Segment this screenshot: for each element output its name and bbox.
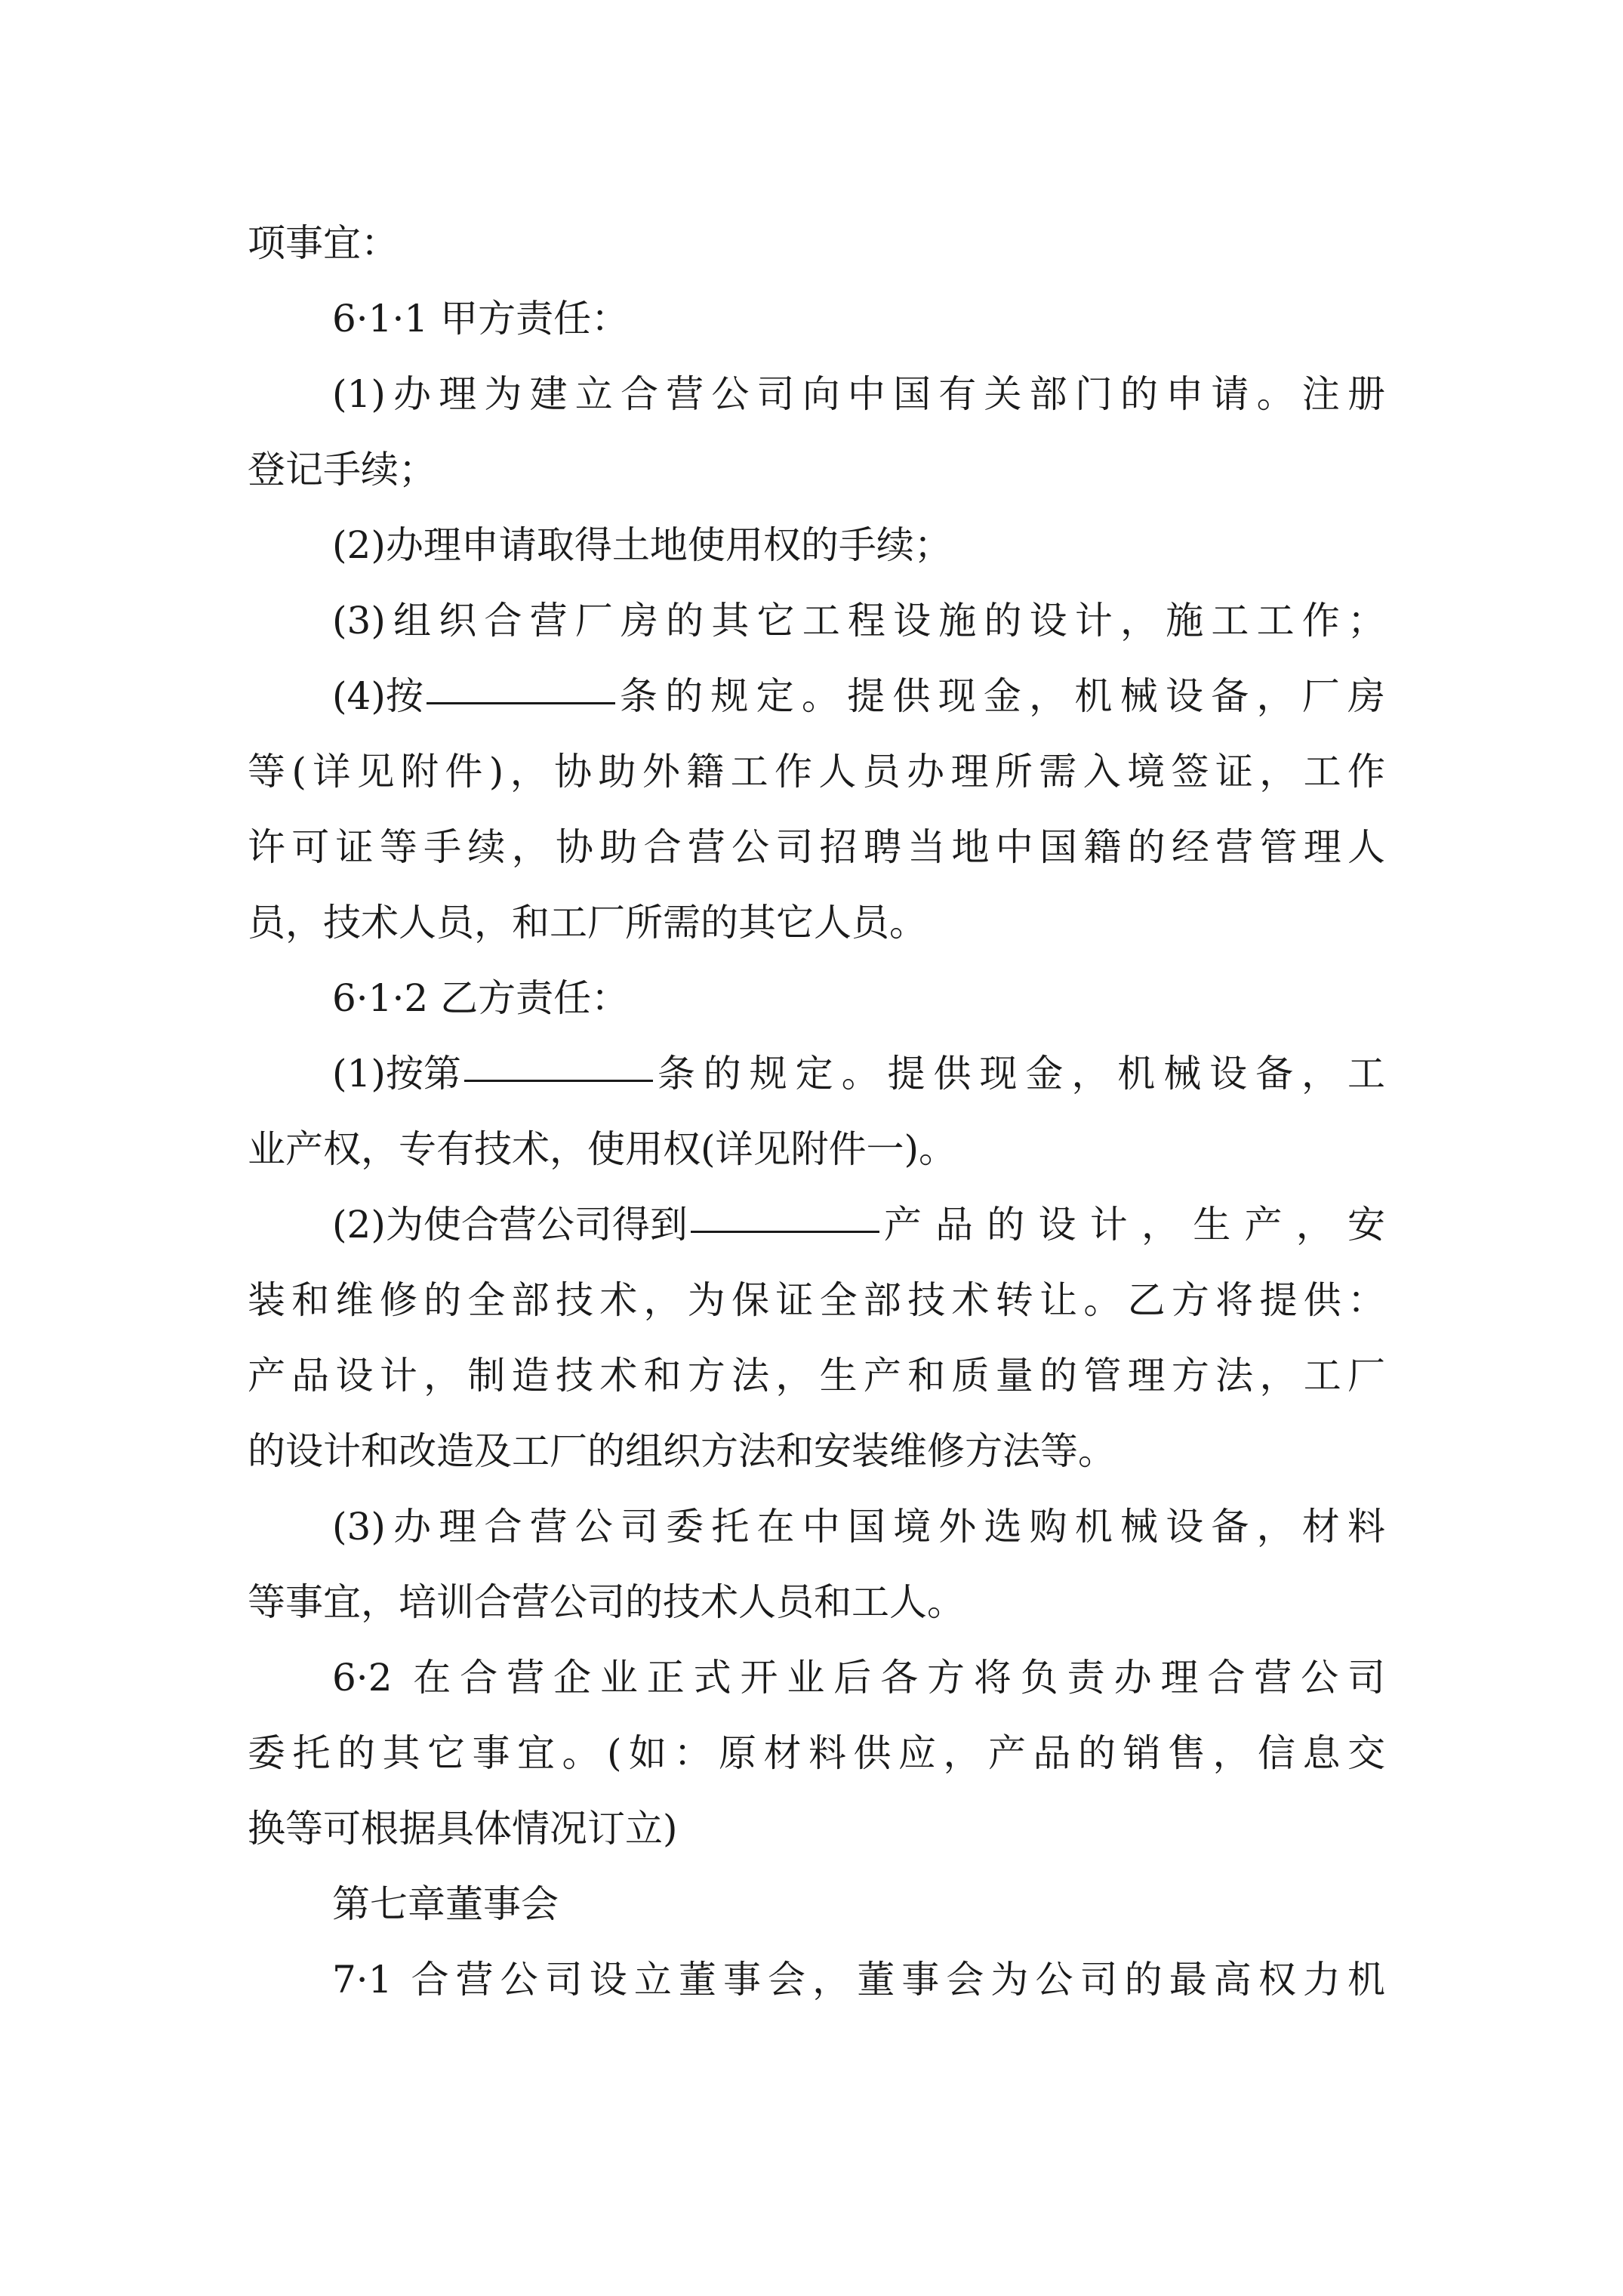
chapter-heading: 第七章董事会 (332, 1882, 559, 1926)
fill-in-blank (464, 1043, 653, 1082)
paragraph-line-with-blank (332, 1194, 1385, 1255)
paragraph-line: 项事宜： (248, 221, 399, 265)
section-heading: 6·1·2 乙方责任： (332, 976, 630, 1020)
paragraph-line: 7·1 合营公司设立董事会，董事会为公司的最高权力机 (332, 1958, 1385, 2002)
line-text-after-blank: 产品的设计，生产，安 (883, 1203, 1385, 1247)
paragraph-line: 委托的其它事宜。(如：原材料供应，产品的销售，信息交 (248, 1731, 1385, 1775)
paragraph-line: 的设计和改造及工厂的组织方法和安装维修方法等。 (248, 1429, 1116, 1473)
paragraph-line: 许可证等手续，协助合营公司招聘当地中国籍的经营管理人 (248, 825, 1385, 869)
paragraph-line: 产品设计，制造技术和方法，生产和质量的管理方法，工厂 (248, 1354, 1385, 1398)
fill-in-blank (691, 1194, 879, 1233)
paragraph-line: 换等可根据具体情况订立) (248, 1807, 678, 1851)
paragraph-line: 等事宜，培训合营公司的技术人员和工人。 (248, 1580, 965, 1624)
paragraph-line: 员，技术人员，和工厂所需的其它人员。 (248, 901, 927, 945)
paragraph-line: 装和维修的全部技术，为保证全部技术转让。乙方将提供： (248, 1278, 1385, 1322)
paragraph-line: 6·2 在合营企业正式开业后各方将负责办理合营公司 (332, 1656, 1385, 1700)
paragraph-line: 等(详见附件)，协助外籍工作人员办理所需入境签证，工作 (248, 750, 1385, 794)
paragraph-line: (1)办理为建立合营公司向中国有关部门的申请。注册 (332, 372, 1385, 416)
paragraph-line-with-blank (332, 666, 1385, 726)
paragraph-line: (2)办理申请取得土地使用权的手续； (332, 523, 952, 567)
line-text-before-blank: (2)为使合营公司得到 (332, 1203, 688, 1247)
paragraph-line: (3)办理合营公司委托在中国境外选购机械设备，材料 (332, 1505, 1385, 1549)
line-text-after-blank: 条的规定。提供现金，机械设备，工 (657, 1052, 1385, 1096)
line-text-after-blank: 条的规定。提供现金，机械设备，厂房 (619, 674, 1385, 718)
paragraph-line: 登记手续； (248, 448, 436, 492)
line-text-before-blank: (1)按第 (332, 1052, 461, 1096)
line-text-before-blank: (4)按 (332, 674, 423, 718)
paragraph-line: 业产权，专有技术，使用权(详见附件一)。 (248, 1127, 957, 1171)
paragraph-line: (3)组织合营厂房的其它工程设施的设计，施工工作； (332, 599, 1385, 643)
fill-in-blank (427, 666, 615, 704)
paragraph-line-with-blank (332, 1043, 1385, 1104)
section-heading: 6·1·1 甲方责任： (332, 297, 630, 341)
